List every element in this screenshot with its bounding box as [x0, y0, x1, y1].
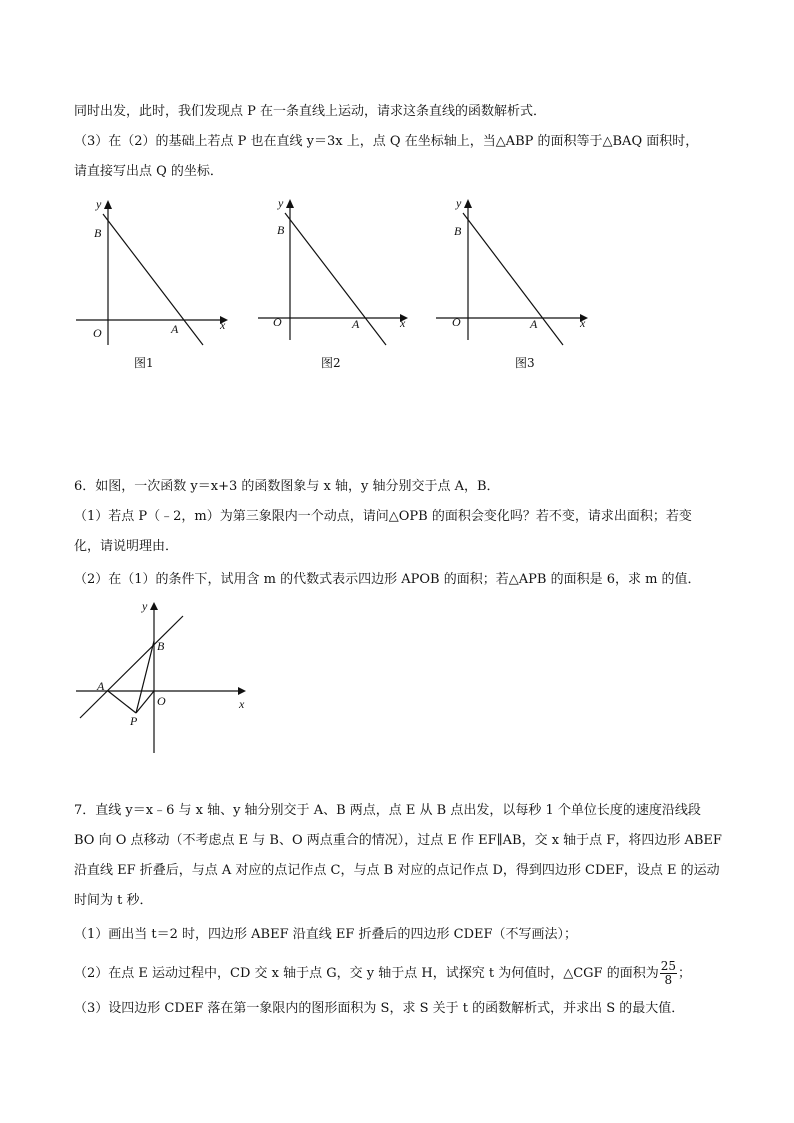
figure-1: [70, 195, 235, 350]
line-ab: [285, 213, 386, 345]
origin-label: O: [452, 315, 461, 329]
figure-3-caption: 图3: [515, 356, 535, 370]
point-a-label: A: [530, 317, 538, 331]
point-b-label: B: [157, 639, 165, 653]
q6-line-3: 化，请说明理由．: [74, 539, 179, 554]
origin-label: O: [273, 315, 282, 329]
q7-line-6-text: （2）在点 E 运动过程中，CD 交 x 轴于点 G，交 y 轴于点 H，试探究 t 为何值时，△CGF 的面积为: [74, 966, 659, 981]
q7-line-2: BO 向 O 点移动（不考虑点 E 与 B、O 两点重合的情况），过点 E 作 EF∥AB，交 x 轴于点 F，将四边形 ABEF: [74, 833, 722, 848]
q7-line-7: （3）设四边形 CDEF 落在第一象限内的图形面积为 S，求 S 关于 t 的函数解析式，并求出 S 的最大值．: [74, 1001, 685, 1016]
q6-line-1: 6．如图，一次函数 y＝x+3 的函数图象与 x 轴，y 轴分别交于点 A，B．: [74, 479, 500, 494]
segment-ap: [108, 691, 136, 713]
origin-label: O: [93, 326, 102, 340]
origin-label: O: [157, 694, 166, 708]
fraction-denominator: 8: [664, 973, 673, 987]
intro-line-1: 同时出发，此时，我们发现点 P 在一条直线上运动，请求这条直线的函数解析式．: [74, 104, 547, 119]
point-a-label: A: [171, 322, 179, 336]
q7-line-4: 时间为 t 秒．: [74, 893, 153, 908]
y-label: y: [96, 197, 102, 211]
q6-line-4: （2）在（1）的条件下，试用含 m 的代数式表示四边形 APOB 的面积；若△APB 的面积是 6，求 m 的值．: [74, 572, 701, 587]
q6-figure: [70, 598, 260, 758]
q7-line-3: 沿直线 EF 折叠后，与点 A 对应的点记作点 C，与点 B 对应的点记作点 D，得到四边形 CDEF，设点 E 的运动: [74, 863, 720, 878]
point-p-label: P: [130, 714, 138, 728]
y-axis-arrow: [286, 199, 294, 208]
point-b-label: B: [454, 224, 462, 238]
line-ab: [103, 214, 203, 345]
q6-line-2: （1）若点 P（﹣2，m）为第三象限内一个动点，请问△OPB 的面积会变化吗？若不变，请求出面积；若变: [74, 509, 692, 524]
line-ab: [463, 213, 563, 345]
point-b-label: B: [277, 223, 285, 237]
x-axis-arrow: [238, 687, 246, 695]
y-label: y: [142, 599, 148, 613]
x-label: x: [220, 318, 226, 332]
x-label: x: [580, 316, 586, 330]
intro-line-3: 请直接写出点 Q 的坐标．: [74, 164, 223, 179]
q7-line-6-end: ；: [677, 966, 691, 981]
point-a-label: A: [352, 317, 360, 331]
figure-1-caption: 图1: [134, 356, 154, 370]
y-label: y: [456, 196, 462, 210]
fraction-numerator: 25: [660, 959, 676, 973]
y-axis-arrow: [104, 200, 112, 209]
y-axis-arrow: [464, 199, 472, 208]
figure-3: [432, 190, 597, 350]
q7-line-1: 7．直线 y＝x﹣6 与 x 轴、y 轴分别交于 A、B 两点，点 E 从 B 点出发，以每秒 1 个单位长度的速度沿线段: [74, 803, 701, 818]
figure-2: [252, 190, 417, 350]
point-a-label: A: [97, 679, 105, 693]
q7-line-6: [74, 960, 691, 987]
y-label: y: [278, 196, 284, 210]
y-axis-arrow: [150, 602, 158, 610]
figure-2-caption: 图2: [321, 356, 341, 370]
line-y-x-plus-3: [80, 616, 183, 718]
q7-line-5: （1）画出当 t＝2 时，四边形 ABEF 沿直线 EF 折叠后的四边形 CDEF（不写画法）；: [74, 927, 578, 942]
x-label: x: [400, 316, 406, 330]
point-b-label: B: [94, 226, 102, 240]
x-label: x: [239, 697, 245, 711]
intro-line-2: （3）在（2）的基础上若点 P 也在直线 y＝3x 上，点 Q 在坐标轴上，当△ABP 的面积等于△BAQ 面积时，: [74, 134, 699, 149]
area-fraction: [660, 960, 677, 987]
